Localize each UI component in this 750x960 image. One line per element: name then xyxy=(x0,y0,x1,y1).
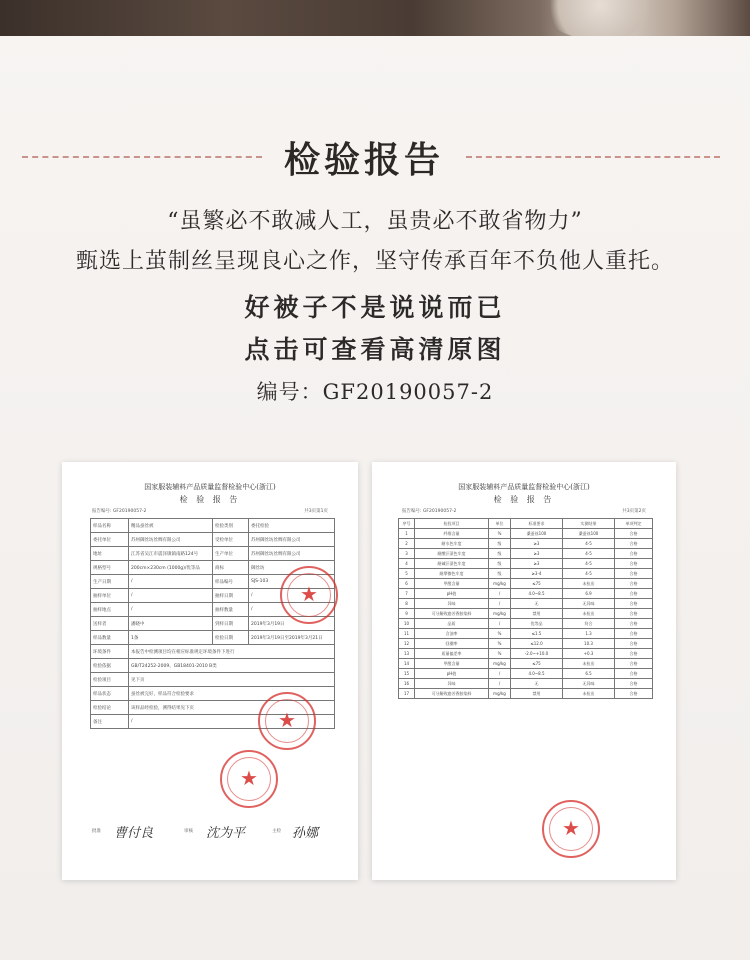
table-cell: mg/kg xyxy=(489,609,511,619)
quilt-fold-highlight xyxy=(540,0,660,36)
table-cell: 可分解致癌芳香胺染料 xyxy=(415,609,489,619)
table-row xyxy=(399,529,653,539)
table-cell: 合格 xyxy=(615,639,653,649)
table-cell: 4-5 xyxy=(563,559,615,569)
table-cell: 耐摩擦色牢度 xyxy=(415,569,489,579)
table-cell: +0.3 xyxy=(563,649,615,659)
table-cell: pH值 xyxy=(415,669,489,679)
table-cell: 甲醛含量 xyxy=(415,659,489,669)
table-cell: % xyxy=(489,629,511,639)
table-cell: 16 xyxy=(399,679,415,689)
table-cell: 6.5 xyxy=(563,669,615,679)
table-cell: 14 xyxy=(399,659,415,669)
table-cell: 合格 xyxy=(615,549,653,559)
table-row xyxy=(399,579,653,589)
table-cell: 6 xyxy=(399,579,415,589)
table-cell: 无异味 xyxy=(563,599,615,609)
table-cell: GB/T24252-2009、GB18401-2010 B类 xyxy=(129,659,335,673)
table-cell: 桑蚕丝100 xyxy=(511,529,563,539)
table-cell: 可分解致癌芳香胺染料 xyxy=(415,689,489,699)
table-cell: 合格 xyxy=(615,689,653,699)
signature-review: 沈为平 xyxy=(206,826,246,841)
table-cell: 17 xyxy=(399,689,415,699)
table-cell: SJS-103 xyxy=(249,575,335,589)
signature-label-inspect: 主检 xyxy=(272,829,281,834)
table-cell: pH值 xyxy=(415,589,489,599)
table-row xyxy=(91,519,335,533)
table-cell: 级 xyxy=(489,559,511,569)
table-cell: 备注 xyxy=(91,715,129,729)
table-cell: 抽样地点 xyxy=(91,603,129,617)
seal-star-icon: ★ xyxy=(300,582,318,606)
table-cell: / xyxy=(129,715,335,729)
table-cell: 合格 xyxy=(615,659,653,669)
table-row xyxy=(399,649,653,659)
title-row xyxy=(0,132,750,182)
table-cell: 到样日期 xyxy=(213,617,249,631)
table-row xyxy=(91,645,335,659)
table-cell: ≤12.0 xyxy=(511,639,563,649)
table-cell: 8 xyxy=(399,599,415,609)
table-header-cell: 单项判定 xyxy=(615,519,653,529)
table-cell: ≥3 xyxy=(511,539,563,549)
table-row xyxy=(399,569,653,579)
table-cell: 4 xyxy=(399,559,415,569)
slogan-line-2[interactable]: 点击可查看高清原图 xyxy=(244,335,506,364)
table-cell: 生产日期 xyxy=(91,575,129,589)
report-org: 国家服装辅料产品质量监督检验中心(浙江) xyxy=(458,483,590,491)
table-cell: 委托检验 xyxy=(249,519,335,533)
report-page-2[interactable] xyxy=(372,462,676,880)
table-row xyxy=(399,639,653,649)
table-cell: / xyxy=(489,619,511,629)
table-cell: 苏州御丝坊丝绸有限公司 xyxy=(129,533,213,547)
table-cell: 合格 xyxy=(615,529,653,539)
table-row xyxy=(91,533,335,547)
report-results-table xyxy=(398,518,653,699)
table-row xyxy=(399,549,653,559)
table-cell: 耐水色牢度 xyxy=(415,539,489,549)
report-code: 编号：GF20190057-2 xyxy=(256,380,494,404)
table-cell: 纤维含量 xyxy=(415,529,489,539)
table-row xyxy=(399,679,653,689)
table-cell: 含油率 xyxy=(415,629,489,639)
table-cell: / xyxy=(249,603,335,617)
table-cell: % xyxy=(489,529,511,539)
table-cell: 合格 xyxy=(615,649,653,659)
table-cell: 12 xyxy=(399,639,415,649)
table-cell: 15 xyxy=(399,669,415,679)
table-cell: 1 xyxy=(399,529,415,539)
table-header-cell: 单位 xyxy=(489,519,511,529)
table-cell: 优等品 xyxy=(511,619,563,629)
table-cell: 禁用 xyxy=(511,689,563,699)
table-cell: 合格 xyxy=(615,539,653,549)
table-row xyxy=(399,609,653,619)
table-cell: 合格 xyxy=(615,599,653,609)
seal-star-icon: ★ xyxy=(562,816,580,840)
product-photo-strip xyxy=(0,0,750,36)
table-row xyxy=(399,539,653,549)
table-row xyxy=(399,669,653,679)
table-cell: 1.3 xyxy=(563,629,615,639)
table-cell: 未检出 xyxy=(563,659,615,669)
table-cell: 御丝坊 xyxy=(249,561,335,575)
table-cell: 5 xyxy=(399,569,415,579)
table-cell: 4.0~8.5 xyxy=(511,669,563,679)
table-cell: 样品状态 xyxy=(91,687,129,701)
official-seal xyxy=(220,750,278,808)
official-seal xyxy=(258,692,316,750)
table-cell: 苏州御丝坊丝绸有限公司 xyxy=(249,547,335,561)
signature-label-approve: 批准 xyxy=(92,829,101,834)
table-cell: 耐酸汗渍色牢度 xyxy=(415,549,489,559)
report-org: 国家服装辅料产品质量监督检验中心(浙江) xyxy=(144,483,276,491)
report-number: 报告编号: GF20190057-2 xyxy=(402,509,457,514)
table-cell: 品质 xyxy=(415,619,489,629)
table-cell: 检验类别 xyxy=(213,519,249,533)
table-cell: 无异味 xyxy=(563,679,615,689)
table-cell: / xyxy=(129,603,213,617)
table-cell: 检验结论 xyxy=(91,701,129,715)
table-cell: 耐碱汗渍色牢度 xyxy=(415,559,489,569)
table-cell: 环境条件 xyxy=(91,645,129,659)
table-cell: 13 xyxy=(399,649,415,659)
table-row xyxy=(91,673,335,687)
table-cell: / xyxy=(129,575,213,589)
table-cell: mg/kg xyxy=(489,579,511,589)
table-cell: 11 xyxy=(399,629,415,639)
table-cell: % xyxy=(489,649,511,659)
table-cell: 合格 xyxy=(615,559,653,569)
table-cell: / xyxy=(489,589,511,599)
table-cell: 委托单位 xyxy=(91,533,129,547)
signature-inspect: 孙娜 xyxy=(292,826,319,841)
table-cell: ≤1.5 xyxy=(511,629,563,639)
table-cell: ≤75 xyxy=(511,659,563,669)
table-cell: 样品编号 xyxy=(213,575,249,589)
seal-star-icon: ★ xyxy=(240,766,258,790)
table-cell: ≥3-4 xyxy=(511,569,563,579)
table-cell: ≥3 xyxy=(511,559,563,569)
table-cell: 无 xyxy=(511,599,563,609)
table-cell: 样品数量 xyxy=(91,631,129,645)
table-cell: ≥3 xyxy=(511,549,563,559)
table-cell: / xyxy=(249,589,335,603)
table-cell: 合格 xyxy=(615,669,653,679)
table-cell: / xyxy=(129,589,213,603)
table-cell: 无 xyxy=(511,679,563,689)
table-row xyxy=(91,547,335,561)
report-number: 报告编号: GF20190057-2 xyxy=(92,509,147,514)
table-cell: 4.0~8.5 xyxy=(511,589,563,599)
table-cell: 抽样单位 xyxy=(91,589,129,603)
table-cell: mg/kg xyxy=(489,689,511,699)
table-cell: 甲醛含量 xyxy=(415,579,489,589)
table-cell: 符合 xyxy=(563,619,615,629)
table-cell: 4-5 xyxy=(563,539,615,549)
table-cell: 抽样日期 xyxy=(213,589,249,603)
table-cell: 桑蚕丝100 xyxy=(563,529,615,539)
table-cell: 级 xyxy=(489,539,511,549)
report-page-1[interactable] xyxy=(62,462,358,880)
table-cell: 4-5 xyxy=(563,549,615,559)
table-cell: / xyxy=(489,599,511,609)
table-cell: 地址 xyxy=(91,547,129,561)
table-cell: 合格 xyxy=(615,569,653,579)
table-cell: 9 xyxy=(399,609,415,619)
table-cell: 该样品经检验，测得结果见下页 xyxy=(129,701,335,715)
signature-label-review: 审核 xyxy=(184,829,193,834)
table-row xyxy=(399,689,653,699)
table-cell: 10.3 xyxy=(563,639,615,649)
seal-star-icon: ★ xyxy=(278,708,296,732)
table-cell: 2019年3月19日至2019年3月21日 xyxy=(249,631,335,645)
slogan-line-1: 好被子不是说说而已 xyxy=(244,293,506,322)
report-title: 检 验 报 告 xyxy=(493,495,555,504)
table-row xyxy=(91,631,335,645)
table-cell: 受检单位 xyxy=(213,533,249,547)
table-row xyxy=(399,559,653,569)
table-row xyxy=(399,589,653,599)
title-divider-right xyxy=(466,156,720,158)
table-cell: 抽样数量 xyxy=(213,603,249,617)
table-cell: 异味 xyxy=(415,679,489,689)
table-cell: 未检出 xyxy=(563,689,615,699)
official-seal xyxy=(280,566,338,624)
table-cell: 2019年3月19日 xyxy=(249,617,335,631)
title-divider-left xyxy=(22,156,262,158)
table-cell: % xyxy=(489,639,511,649)
signature-approve: 曹付良 xyxy=(114,826,154,841)
table-cell: 质量偏差率 xyxy=(415,649,489,659)
table-cell: 检验项目 xyxy=(91,673,129,687)
table-cell: 江苏省吴江市震泽镇镇南路124号 xyxy=(129,547,213,561)
table-row xyxy=(399,599,653,609)
table-cell: 回潮率 xyxy=(415,639,489,649)
quote-line-1: “虽繁必不敢减人工，虽贵必不敢省物力” xyxy=(167,209,583,234)
table-cell: 级 xyxy=(489,549,511,559)
table-cell: 合格 xyxy=(615,679,653,689)
table-header-cell: 序号 xyxy=(399,519,415,529)
table-cell: 本报告中检测项目均在相应标准规定环境条件下进行 xyxy=(129,645,335,659)
table-cell: 2 xyxy=(399,539,415,549)
table-cell: 未检出 xyxy=(563,609,615,619)
table-row xyxy=(91,659,335,673)
table-cell: 10 xyxy=(399,619,415,629)
table-row xyxy=(399,659,653,669)
table-cell: 生产单位 xyxy=(213,547,249,561)
report-page-count: 共3页第1页 xyxy=(304,509,328,514)
table-cell: 潘晓中 xyxy=(129,617,213,631)
table-cell: 苏州御丝坊丝绸有限公司 xyxy=(249,533,335,547)
table-cell: 禁用 xyxy=(511,609,563,619)
table-cell: 样品名称 xyxy=(91,519,129,533)
table-header-cell: 实测结果 xyxy=(563,519,615,529)
table-cell: 合格 xyxy=(615,579,653,589)
table-cell: 4-5 xyxy=(563,569,615,579)
table-cell: / xyxy=(489,679,511,689)
table-cell: / xyxy=(489,669,511,679)
table-cell: mg/kg xyxy=(489,659,511,669)
table-cell: 200cm×230cm (1000g)/优等品 xyxy=(129,561,213,575)
table-cell: 7 xyxy=(399,589,415,599)
table-cell: 未检出 xyxy=(563,579,615,589)
page-title: 检验报告 xyxy=(283,139,444,181)
table-cell: 合格 xyxy=(615,629,653,639)
official-seal xyxy=(542,800,600,858)
table-cell: 商标 xyxy=(213,561,249,575)
table-header-cell: 标准要求 xyxy=(511,519,563,529)
table-cell: 6.9 xyxy=(563,589,615,599)
table-header-cell: 检验项目 xyxy=(415,519,489,529)
table-cell: -2.0~+10.0 xyxy=(511,649,563,659)
table-cell: 合格 xyxy=(615,619,653,629)
table-cell: 级 xyxy=(489,569,511,579)
table-cell: 合格 xyxy=(615,609,653,619)
table-cell: 精品蚕丝被 xyxy=(129,519,213,533)
quote-line-2: 甄选上茧制丝呈现良心之作，坚守传承百年不负他人重托。 xyxy=(75,249,674,274)
table-cell: 检验日期 xyxy=(213,631,249,645)
table-cell: 检验依据 xyxy=(91,659,129,673)
report-page-count: 共3页第2页 xyxy=(622,509,646,514)
table-cell: 3 xyxy=(399,549,415,559)
table-cell: 送样者 xyxy=(91,617,129,631)
table-row xyxy=(399,619,653,629)
table-row xyxy=(399,629,653,639)
report-title: 检 验 报 告 xyxy=(179,495,241,504)
table-cell: 1条 xyxy=(129,631,213,645)
table-cell: ≤75 xyxy=(511,579,563,589)
table-cell: 异味 xyxy=(415,599,489,609)
table-cell: 规格型号 xyxy=(91,561,129,575)
table-cell: 蚕丝被完好，样品符合检验要求 xyxy=(129,687,335,701)
table-cell: 见下页 xyxy=(129,673,335,687)
table-cell: 合格 xyxy=(615,589,653,599)
